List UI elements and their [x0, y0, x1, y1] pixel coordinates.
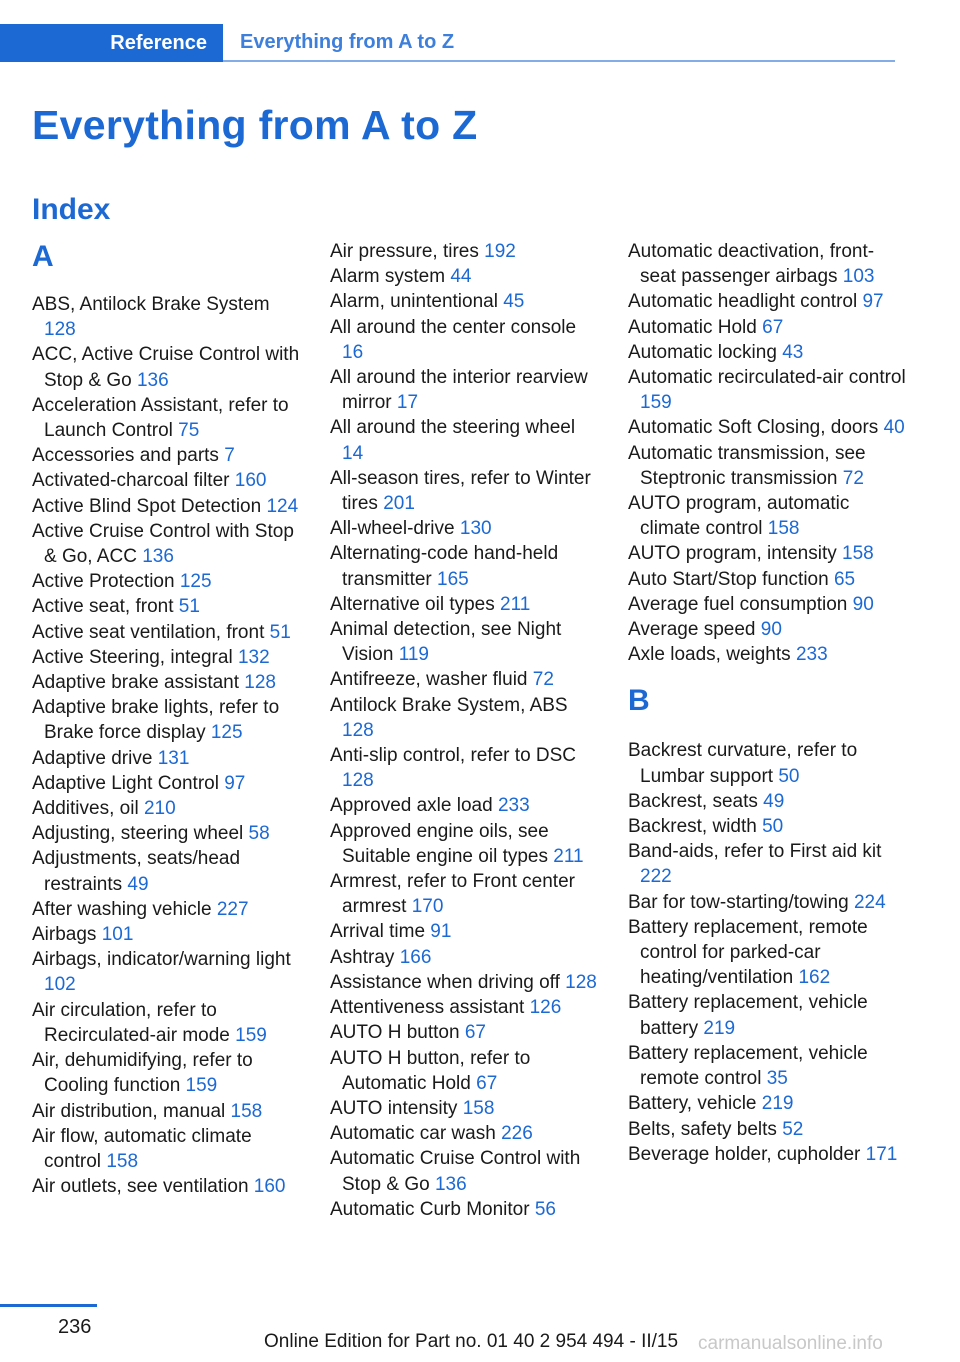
- edition-note: Online Edition for Part no. 01 40 2 954 494 - II/15: [264, 1331, 679, 1352]
- index-page-link[interactable]: 159: [235, 1024, 267, 1046]
- footer-rule: [0, 1304, 97, 1307]
- index-entry: [628, 365, 908, 415]
- index-page-link[interactable]: 165: [437, 568, 469, 590]
- index-entry: [32, 771, 302, 796]
- index-page-link[interactable]: 222: [640, 866, 672, 888]
- index-page-link[interactable]: 171: [865, 1143, 898, 1165]
- index-entry-text: Active Steering, integral: [32, 646, 233, 668]
- index-page-link[interactable]: 130: [459, 518, 492, 540]
- header-tab-reference: [0, 24, 223, 62]
- index-entry-text: Average speed: [628, 619, 756, 641]
- index-page-link[interactable]: 49: [763, 790, 785, 812]
- index-heading: Index: [32, 193, 111, 226]
- index-page-link[interactable]: 35: [766, 1068, 788, 1090]
- index-entry: [330, 541, 600, 591]
- index-entry: [628, 441, 908, 491]
- index-page-link[interactable]: 126: [529, 997, 562, 1019]
- index-entry: [330, 919, 600, 944]
- index-page-link[interactable]: 158: [462, 1097, 495, 1119]
- index-page-link[interactable]: 124: [266, 495, 299, 517]
- index-page-link[interactable]: 170: [411, 896, 444, 918]
- index-entry: [628, 340, 908, 365]
- index-page-link[interactable]: 7: [224, 445, 235, 467]
- index-entry: [330, 1096, 600, 1121]
- index-entry-text: Adaptive brake assistant: [32, 672, 240, 694]
- index-page-link[interactable]: 211: [553, 845, 584, 867]
- index-entry: [32, 292, 302, 342]
- index-entry: [32, 519, 302, 569]
- index-entry: [330, 1197, 600, 1222]
- index-letter-heading: A: [32, 240, 54, 273]
- page-title: Everything from A to Z: [32, 102, 478, 148]
- index-entry-text: Active Blind Spot Detection: [32, 495, 262, 517]
- index-entry-text: Battery replacement, vehicle remote control: [628, 1042, 868, 1090]
- index-page-link[interactable]: 65: [833, 568, 856, 590]
- index-page-link[interactable]: 128: [342, 719, 374, 741]
- index-page-link[interactable]: 90: [852, 593, 874, 615]
- index-column-3: [628, 239, 908, 1167]
- index-page-link[interactable]: 49: [127, 873, 149, 895]
- index-entry-text: Assistance when driving off: [330, 971, 560, 993]
- index-entry-text: All around the steering wheel: [330, 417, 576, 439]
- index-entry: [628, 239, 908, 289]
- index-entry-text: Armrest, refer to Front center armrest: [330, 871, 575, 918]
- index-entry-text: Automatic deactivation, front-seat passenger airbags: [628, 241, 875, 288]
- index-entry-text: ACC, Active Cruise Control with Stop & Go: [32, 344, 300, 391]
- index-entry-text: All-wheel-drive: [330, 518, 455, 540]
- index-entry: [628, 890, 908, 915]
- index-page-link[interactable]: 226: [501, 1123, 533, 1145]
- index-entry-text: After washing vehicle: [32, 898, 212, 920]
- index-entry: [628, 1091, 908, 1116]
- index-entry: [330, 315, 600, 365]
- index-entry-text: Automatic Curb Monitor: [330, 1198, 530, 1220]
- index-entry-text: All-season tires, refer to Winter tires: [330, 467, 591, 515]
- index-page-link[interactable]: 162: [798, 967, 831, 989]
- index-page-link[interactable]: 158: [106, 1150, 139, 1172]
- index-entry: [628, 839, 908, 889]
- index-page-link[interactable]: 97: [862, 291, 884, 313]
- index-entry-text: Adjustments, seats/head restraints: [32, 848, 241, 895]
- index-entry-text: All around the interior rearview mirror: [330, 367, 588, 414]
- index-entry: [628, 642, 908, 667]
- index-entry-text: Active Protection: [32, 571, 175, 593]
- index-entry: [628, 592, 908, 617]
- index-entry-text: Airbags, indicator/warning light: [32, 949, 291, 971]
- index-entry: [330, 743, 600, 793]
- index-entry-text: Automatic headlight control: [628, 291, 858, 313]
- index-page-link[interactable]: 128: [244, 672, 276, 694]
- index-page-link[interactable]: 159: [185, 1075, 218, 1097]
- index-entry-text: Adaptive drive: [32, 747, 153, 769]
- index-column-2: [330, 239, 600, 1222]
- index-entry: [330, 289, 600, 314]
- index-entry: [32, 468, 302, 493]
- index-entry-text: All around the center console: [330, 316, 577, 338]
- index-page-link[interactable]: 201: [383, 493, 415, 515]
- index-entry-text: AUTO H button, refer to Automatic Hold: [330, 1047, 531, 1094]
- index-entry: [330, 693, 600, 743]
- index-page-link[interactable]: 67: [476, 1072, 498, 1094]
- index-entry-text: Automatic car wash: [330, 1123, 496, 1145]
- index-page-link[interactable]: 102: [44, 974, 76, 996]
- index-page-link[interactable]: 101: [101, 924, 134, 946]
- index-entry: [32, 1048, 302, 1098]
- index-entry: [628, 1041, 908, 1091]
- index-page-link[interactable]: 128: [342, 770, 374, 792]
- index-entry-text: Active seat ventilation, front: [32, 621, 265, 643]
- index-entry-text: Approved engine oils, see Suitable engine oil types: [330, 820, 549, 867]
- index-entry: [628, 915, 908, 991]
- index-page-link[interactable]: 166: [399, 946, 432, 968]
- index-entry-text: Alternating-code hand-held transmitter: [330, 543, 559, 590]
- index-entry: [32, 569, 302, 594]
- index-entry-text: Additives, oil: [32, 798, 139, 820]
- index-entry: [32, 670, 302, 695]
- index-entry: [32, 393, 302, 443]
- index-page-link[interactable]: 136: [142, 546, 174, 568]
- index-entry-text: Air distribution, manual: [32, 1100, 226, 1122]
- index-entry: [330, 264, 600, 289]
- index-page-link[interactable]: 233: [497, 795, 530, 817]
- header-section-title: Everything from A to Z: [240, 31, 455, 53]
- index-page-link[interactable]: 132: [237, 646, 270, 668]
- watermark: carmanualsonline.info: [698, 1333, 883, 1354]
- index-page-link[interactable]: 160: [234, 470, 267, 492]
- index-entry-text: Alternative oil types: [330, 593, 495, 615]
- index-entry: [330, 1020, 600, 1045]
- index-entry: [628, 491, 908, 541]
- index-entry: [32, 645, 302, 670]
- index-entry: [628, 315, 908, 340]
- index-page-link[interactable]: 103: [842, 266, 875, 288]
- index-entry: [330, 819, 600, 869]
- index-entry: [32, 1124, 302, 1174]
- index-entry: [32, 821, 302, 846]
- index-entry: [330, 1121, 600, 1146]
- index-entry: [628, 789, 908, 814]
- index-page-link[interactable]: 44: [450, 266, 472, 288]
- index-entry-text: Antilock Brake System, ABS: [330, 694, 568, 716]
- index-entry: [32, 746, 302, 771]
- header-rule: [223, 60, 895, 62]
- index-entry-text: Automatic Hold: [628, 316, 757, 338]
- index-page-link[interactable]: 125: [210, 722, 243, 744]
- index-entry: [32, 1099, 302, 1124]
- index-page-link[interactable]: 72: [842, 467, 864, 489]
- index-page-link[interactable]: 90: [760, 619, 782, 641]
- index-page-link[interactable]: 50: [762, 816, 784, 838]
- index-entry: [628, 617, 908, 642]
- index-entry: [628, 738, 908, 788]
- index-page-link[interactable]: 51: [178, 596, 200, 618]
- index-page-link[interactable]: 67: [762, 316, 784, 338]
- index-entry-text: Automatic Soft Closing, doors: [628, 417, 879, 439]
- index-entry: [330, 667, 600, 692]
- index-entry-text: Alarm, unintentional: [330, 291, 498, 313]
- index-entry: [32, 947, 302, 997]
- index-page-link[interactable]: 219: [761, 1093, 794, 1115]
- index-page-link[interactable]: 136: [136, 369, 169, 391]
- index-entry: [330, 466, 600, 516]
- index-entry-text: Attentiveness assistant: [330, 997, 525, 1019]
- index-page-link[interactable]: 45: [503, 291, 525, 313]
- index-page-link[interactable]: 50: [778, 765, 800, 787]
- index-entry-text: Antifreeze, washer fluid: [330, 669, 528, 691]
- index-entry: [32, 342, 302, 392]
- index-entry: [628, 541, 908, 566]
- index-entry: [32, 695, 302, 745]
- index-entry: [628, 1117, 908, 1142]
- index-entry: [32, 796, 302, 821]
- index-entry: [32, 1174, 302, 1199]
- index-page-link[interactable]: 128: [44, 319, 76, 341]
- index-page-link[interactable]: 158: [842, 543, 874, 565]
- index-entry-text: Active Cruise Control with Stop & Go, ACC: [32, 520, 294, 568]
- index-entry-text: Accessories and parts: [32, 445, 219, 467]
- index-entry: [330, 793, 600, 818]
- index-entry-text: Air flow, automatic climate control: [32, 1125, 252, 1172]
- index-entry-text: Average fuel consumption: [628, 593, 848, 615]
- index-page-link[interactable]: 192: [484, 241, 516, 262]
- index-entry-text: Air circulation, refer to Recirculated-air mode: [32, 999, 230, 1046]
- index-page-link[interactable]: 158: [767, 518, 800, 540]
- index-entry: [628, 814, 908, 839]
- index-entry: [32, 594, 302, 619]
- index-page-link[interactable]: 16: [342, 341, 364, 363]
- index-entry: [330, 970, 600, 995]
- index-page-link[interactable]: 128: [565, 971, 597, 993]
- index-page-link[interactable]: 131: [157, 747, 190, 769]
- index-entry: [330, 365, 600, 415]
- index-entry-text: ABS, Antilock Brake System: [32, 294, 270, 315]
- index-entry: [330, 1046, 600, 1096]
- index-page-link[interactable]: 40: [883, 417, 905, 439]
- index-entry-text: Automatic recirculated-air control: [628, 367, 906, 389]
- index-page-link[interactable]: 52: [782, 1118, 804, 1140]
- index-entry-text: AUTO program, automatic climate control: [628, 493, 850, 540]
- index-page-link[interactable]: 136: [434, 1173, 467, 1195]
- index-entry-text: Battery replacement, vehicle battery: [628, 992, 868, 1039]
- index-page-link[interactable]: 97: [224, 772, 246, 794]
- index-page-link[interactable]: 219: [703, 1017, 736, 1039]
- index-entry-text: Axle loads, weights: [628, 644, 791, 666]
- index-entry-text: Bar for tow-starting/towing: [628, 891, 849, 913]
- index-entry-text: Animal detection, see Night Vision: [330, 619, 562, 666]
- index-entry: [628, 990, 908, 1040]
- index-page-link[interactable]: 227: [216, 898, 249, 920]
- index-page-link[interactable]: 119: [398, 644, 429, 666]
- index-entry-text: Active seat, front: [32, 596, 174, 618]
- index-entry-text: Adaptive brake lights, refer to Brake force display: [32, 697, 280, 744]
- index-page-link[interactable]: 91: [430, 921, 452, 943]
- index-entry-text: Ashtray: [330, 946, 395, 968]
- index-entry-text: Backrest, seats: [628, 790, 758, 812]
- index-entry: [628, 415, 908, 440]
- index-page-link[interactable]: 160: [253, 1176, 286, 1198]
- header-tab-label: Reference: [110, 31, 207, 54]
- index-entry-text: Battery replacement, remote control for parked-car heating/ventilation: [628, 916, 868, 989]
- index-entry: [330, 1146, 600, 1196]
- index-entry-text: Air, dehumidifying, refer to Cooling function: [32, 1050, 253, 1097]
- index-entry-text: Approved axle load: [330, 795, 493, 817]
- index-page-link[interactable]: 67: [464, 1022, 486, 1044]
- index-page-link[interactable]: 43: [782, 341, 804, 363]
- index-page-link[interactable]: 211: [500, 593, 531, 615]
- index-entry-text: Acceleration Assistant, refer to Launch Control: [32, 394, 289, 442]
- index-entry-text: Beverage holder, cupholder: [628, 1143, 861, 1165]
- index-page-link[interactable]: 224: [853, 891, 886, 913]
- index-entry-text: AUTO program, intensity: [628, 543, 837, 565]
- index-page-link[interactable]: 210: [143, 798, 176, 820]
- index-entry: [330, 869, 600, 919]
- index-column-1: [32, 239, 302, 1199]
- index-entry-text: Anti-slip control, refer to DSC: [330, 745, 577, 767]
- index-entry: [32, 443, 302, 468]
- index-entry: [628, 289, 908, 314]
- index-entry-text: Adjusting, steering wheel: [32, 823, 244, 845]
- index-entry: [330, 995, 600, 1020]
- index-entry: [628, 567, 908, 592]
- index-entry-text: Air outlets, see ventilation: [32, 1176, 249, 1198]
- index-entry-text: AUTO H button: [330, 1022, 460, 1044]
- index-entry: [330, 592, 600, 617]
- running-header: [0, 24, 895, 62]
- index-entry: [628, 1142, 908, 1167]
- index-entry-text: AUTO intensity: [330, 1097, 458, 1119]
- index-page-link[interactable]: 56: [534, 1198, 556, 1220]
- index-entry: [32, 846, 302, 896]
- index-page-link[interactable]: 158: [230, 1100, 263, 1122]
- index-entry: [330, 239, 600, 264]
- index-entry: [32, 897, 302, 922]
- index-entry: [32, 998, 302, 1048]
- index-entry-text: Band-aids, refer to First aid kit: [628, 841, 882, 863]
- index-page-link[interactable]: 72: [532, 669, 554, 691]
- index-entry-text: Automatic locking: [628, 341, 777, 363]
- index-entry: [330, 945, 600, 970]
- index-entry-text: Automatic transmission, see Steptronic transmission: [628, 442, 866, 489]
- index-page-link[interactable]: 17: [396, 392, 419, 414]
- index-entry: [330, 617, 600, 667]
- index-entry: [32, 494, 302, 519]
- index-entry-text: Adaptive Light Control: [32, 772, 219, 794]
- index-page-link[interactable]: 125: [179, 571, 212, 593]
- index-entry-text: Backrest, width: [628, 816, 757, 838]
- index-entry-text: Activated-charcoal filter: [32, 470, 230, 492]
- index-entry-text: Belts, safety belts: [628, 1118, 777, 1140]
- index-entry-text: Automatic Cruise Control with Stop & Go: [330, 1148, 581, 1195]
- index-entry: [330, 415, 600, 465]
- index-entry-text: Alarm system: [330, 266, 446, 288]
- page-number: 236: [58, 1316, 92, 1338]
- index-entry-text: Arrival time: [330, 921, 426, 943]
- index-page-link[interactable]: 51: [269, 621, 291, 643]
- index-entry-text: Auto Start/Stop function: [628, 568, 829, 590]
- index-entry-text: Battery, vehicle: [628, 1093, 757, 1115]
- index-entry: [32, 620, 302, 645]
- index-page-link[interactable]: 14: [342, 442, 364, 464]
- index-page-link[interactable]: 58: [248, 823, 270, 845]
- index-page-link[interactable]: 159: [640, 392, 672, 414]
- index-entry-text: Airbags: [32, 924, 97, 946]
- index-entry-text: Backrest curvature, refer to Lumbar support: [628, 740, 858, 787]
- index-entry: [330, 516, 600, 541]
- index-page-link[interactable]: 75: [178, 420, 200, 442]
- index-entry-text: Air pressure, tires: [330, 241, 479, 262]
- index-letter-heading: B: [628, 684, 650, 718]
- index-page-link[interactable]: 233: [795, 644, 828, 666]
- index-entry: [32, 922, 302, 947]
